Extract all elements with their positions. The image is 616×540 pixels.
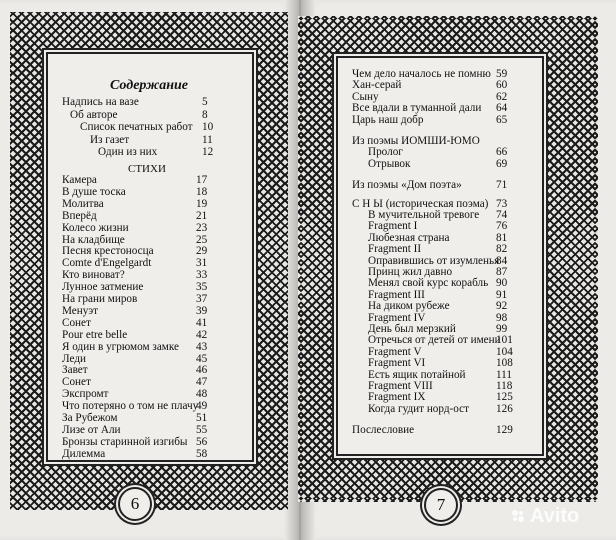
toc-entry [62,329,222,341]
toc-entry-page: 29 [196,245,208,258]
toc-entry [352,266,532,278]
poems-section-heading: СТИХИ [128,163,166,175]
toc-entry-title: Сыну [352,90,379,103]
toc-entry-title: На грани миров [62,293,138,305]
toc-entry [62,222,222,234]
toc-entry [352,91,532,103]
toc-entry-title: Чем дело началось не помню [352,68,491,80]
toc-entry [352,79,532,91]
toc-entry [352,146,532,158]
toc-entry-title: В мучительной тревоге [368,209,480,221]
left-page-number: 6 [118,487,152,521]
toc-entry [352,424,532,436]
toc-entry-page: 19 [196,197,208,210]
toc-entry [62,121,222,134]
toc-entry-title: Отрывок [368,157,411,170]
toc-entry [352,277,532,289]
toc-entry-page: 62 [496,90,508,103]
toc-entry-page: 129 [496,424,513,437]
toc-entry-title: Я один в угрюмом замке [62,340,179,353]
toc-entry [62,436,222,448]
toc-entry [352,243,532,255]
toc-entry-title: Fragment IV [368,311,426,324]
toc-entry-page: 55 [196,423,208,436]
toc-entry-page: 5 [202,96,208,108]
toc-entry-title: Менуэт [62,304,99,317]
toc-entry-page: 35 [196,281,208,294]
toc-entry-title: Любезная страна [368,231,450,244]
toc-entry-page: 37 [196,293,208,305]
toc-entry-page: 33 [196,269,208,282]
toc-entry-title: Менял свой курс корабль [368,277,489,290]
toc-entry [62,364,222,376]
toc-entry-page: 43 [196,340,208,353]
toc-entry [352,357,532,369]
toc-entry [352,323,532,335]
toc-entry-title: Fragment VIII [368,380,433,392]
toc-entry [62,198,222,210]
toc-entry [352,334,532,346]
toc-entry-page: 92 [496,300,508,313]
toc-entry-title: Fragment V [368,345,422,358]
toc-entry-page: 69 [496,157,508,170]
toc-entry [62,234,222,246]
toc-entry-page: 59 [496,68,508,80]
toc-entry-title: Завет [62,364,88,377]
toc-entry-title: Есть ящик потайной [368,368,466,381]
toc-entry [62,186,222,198]
toc-entry [352,102,532,114]
toc-entry-page: 104 [496,345,513,358]
toc-entry-page: 81 [496,231,508,244]
toc-entry-page: 111 [496,368,512,381]
toc-entry-page: 41 [196,316,208,329]
toc-entry-title: Отречься от детей от имени [368,334,501,347]
toc-entry-page: 56 [196,435,208,448]
toc-entry-page: 39 [196,304,208,317]
toc-entry [352,312,532,324]
toc-entry-title: Fragment IX [368,391,426,404]
toc-entry-page: 10 [202,121,214,134]
toc-entry [62,341,222,353]
toc-entry-title: Лизе от Али [62,423,121,436]
toc-entry-page: 84 [496,254,508,267]
toc-entry [352,179,532,191]
toc-entry-page: 58 [196,447,208,460]
toc-entry-title: Принц жил давно [368,266,453,278]
toc-entry-page: 73 [496,197,508,210]
toc-entry [62,293,222,305]
toc-entry-page: 87 [496,266,508,278]
toc-entry-title: С Н Ы (историческая поэма) [352,197,489,210]
toc-entry-title: На кладбище [62,233,125,246]
toc-entry-page: 31 [196,257,208,270]
toc-entry [352,403,532,415]
toc-entry-page: 48 [196,388,208,401]
toc-entry-title: Надпись на вазе [62,96,139,108]
toc-entry-title: Молитва [62,197,104,210]
toc-entry-title: Что потеряно о том не плачу [62,400,199,413]
toc-entry [62,96,222,109]
toc-entry-page: 118 [496,380,513,392]
toc-entry-page: 23 [196,221,208,234]
toc-entry [352,198,532,210]
toc-entry-title: Список печатных работ [80,121,193,134]
toc-entry-title: Fragment VI [368,357,426,370]
toc-entry-title: Fragment I [368,220,418,233]
toc-entry-title: Об авторе [70,108,118,121]
toc-entry-title: Хан-серай [352,79,402,92]
toc-entry-title: За Рубежом [62,412,118,424]
toc-entry-page: 42 [196,328,208,341]
toc-entry [62,353,222,365]
toc-entry-title: Леди [62,352,87,365]
toc-entry-title: Лунное затмение [62,281,144,294]
toc-entry-page: 99 [496,323,508,335]
toc-entry [62,134,222,147]
toc-entry-page: 8 [202,108,208,121]
toc-entry [62,317,222,329]
toc-entry-page: 47 [196,376,208,389]
toc-entry-title: Дилемма [62,447,106,460]
toc-entry [352,289,532,301]
toc-entry-title: Царь наш добр [352,113,424,126]
toc-entry [352,114,532,126]
toc-entry-title: На диком рубеже [368,300,450,313]
toc-entry-title: Один из них [98,146,158,159]
toc-entry-page: 76 [496,220,508,233]
toc-entry-title: Из газет [90,133,130,146]
toc-entry-title: В душе тоска [62,185,126,198]
toc-entry [352,391,532,403]
toc-entry-title: День был мерзкий [368,323,456,335]
toc-entry-page: 126 [496,402,513,415]
toc-entry-page: 46 [196,364,208,377]
toc-entry-page: 82 [496,243,508,256]
toc-entry-title: Сонет [62,376,91,389]
toc-entry-title: Колесо жизни [62,221,129,234]
toc-entry-page: 66 [496,146,508,159]
toc-entry [62,400,222,412]
toc-entry-page: 108 [496,357,513,370]
toc-entry-title: Послесловие [352,424,415,437]
toc-entry [62,281,222,293]
toc-entry-page: 98 [496,311,508,324]
toc-entry [352,255,532,267]
toc-entry-title: Когда гудит норд-ост [368,402,469,415]
toc-entry-page: 74 [496,209,508,221]
toc-entry-page: 49 [196,400,208,413]
toc-entry-page: 125 [496,391,513,404]
toc-entry-page: 101 [496,334,513,347]
toc-entry [352,68,532,80]
toc-entry [352,380,532,392]
toc-entry-title: Камера [62,174,97,186]
contents-title: Содержание [110,78,188,93]
toc-entry [352,300,532,312]
toc-entry [62,245,222,257]
toc-entry-title: Песня крестоносца [62,245,154,258]
toc-entry [62,109,222,122]
toc-entry-page: 17 [196,174,208,186]
toc-entry [62,424,222,436]
toc-entry-page: 12 [202,146,214,159]
toc-entry-page: 45 [196,352,208,365]
toc-entry-page: 65 [496,113,508,126]
toc-entry-page: 91 [496,288,508,301]
toc-entry-page: 11 [202,133,213,146]
toc-entry [62,257,222,269]
toc-entry-title: Сонет [62,316,91,329]
toc-entry-title: Бронзы старинной изгибы [62,435,188,448]
toc-entry-page: 90 [496,277,508,290]
toc-entry-title: Вперёд [62,209,97,222]
toc-entry-title: Pour etre belle [62,328,128,341]
toc-entry [62,146,222,159]
toc-entry [62,269,222,281]
toc-entry-page: 64 [496,102,508,115]
toc-entry-title: Пролог [368,146,403,159]
toc-entry [62,388,222,400]
toc-entry-page: 21 [196,209,208,222]
toc-entry-title: Из поэмы ИОМШИ-ЮМО [352,135,480,147]
toc-entry-title: Все вдали в туманной дали [352,102,482,115]
toc-entry-title: Из поэмы «Дом поэта» [352,179,462,192]
toc-entry-page: 71 [496,179,508,192]
toc-entry [352,209,532,221]
toc-entry [352,220,532,232]
avito-watermark: Avito [530,505,580,527]
toc-entry [352,369,532,381]
toc-entry [62,174,222,186]
avito-logo-icon [510,508,526,524]
toc-entry [62,412,222,424]
toc-entry-title: Fragment III [368,288,425,301]
toc-entry [352,158,532,170]
toc-entry-title: Comte d'Engelgardt [62,257,152,270]
right-page-number: 7 [424,488,458,522]
toc-entry [62,448,222,460]
toc-entry-title: Fragment II [368,243,422,256]
toc-entry-title: Кто виноват? [62,269,125,282]
toc-entry-title: Экспромт [62,388,109,401]
toc-entry [352,346,532,358]
toc-entry-page: 60 [496,79,508,92]
toc-entry-title: Оправившись от изумленья [368,254,500,267]
toc-entry [62,376,222,388]
toc-entry-page: 51 [196,412,208,424]
toc-entry [62,305,222,317]
toc-entry [352,232,532,244]
toc-entry [62,210,222,222]
toc-entry-page: 18 [196,185,208,198]
toc-entry-page: 25 [196,233,208,246]
toc-entry [352,135,532,147]
